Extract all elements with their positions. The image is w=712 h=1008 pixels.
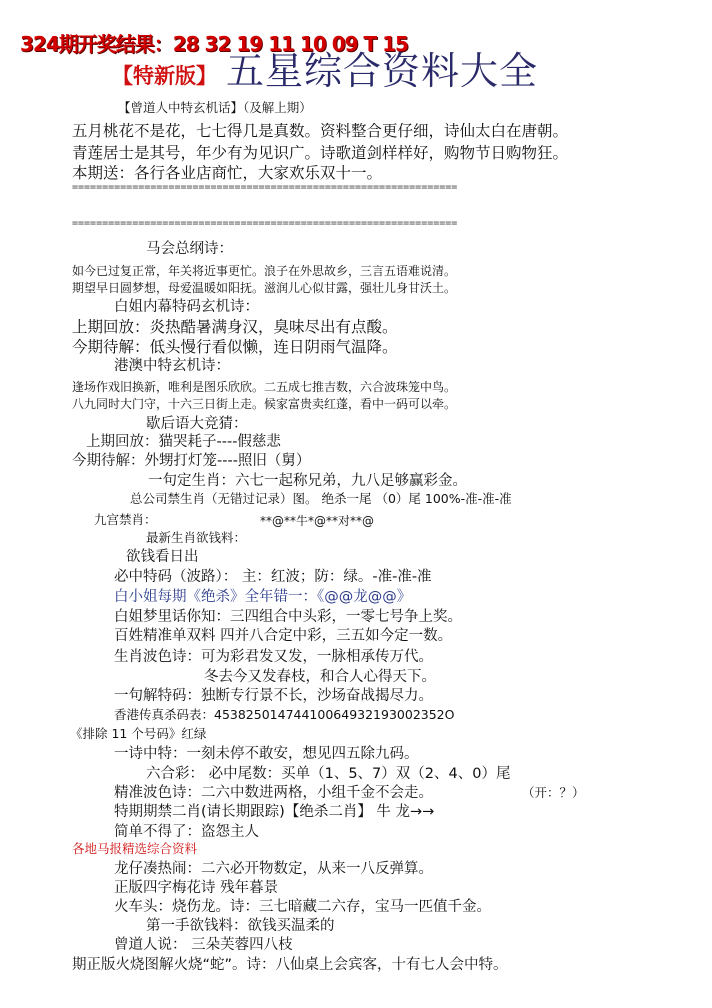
section-heading: 马会总纲诗： [146,241,233,257]
edition-tag: 【特新版】 [112,64,217,88]
text-line: **@**牛*@**对**@ [260,514,375,528]
text-line: 欲钱看日出 [126,549,199,565]
section-heading: 【曾道人中特玄机话】（及解上期） [118,100,312,115]
page-title: 五星综合资料大全 [226,49,539,93]
text-line: 特期期禁二肖(请长期跟踪)【绝杀二肖】 牛 龙→→ [114,804,435,820]
text-line: 总公司禁生肖（无错过记录）图。 绝杀一尾 （0）尾 100%-准-准-准 [130,491,512,506]
text-line: 一句定生肖：六七一起称兄弟，九八足够赢彩金。 [148,473,467,489]
text-line: 期正版火烧图解火烧“蛇”。诗：八仙桌上会宾客，十有七人会中特。 [72,957,508,973]
text-line: 曾道人说： 三朵芙蓉四八枝 [114,937,293,953]
draw-result-banner: 324期开奖结果：28 32 19 11 10 09 T 15 [20,32,408,56]
text-line: 精准波色诗：二六中数进两格，小组千金不会走。 [114,785,433,801]
text-line: 白姐梦里话你知：三四组合中头彩，一零七号争上奖。 [114,609,462,625]
text-line: 本期送：各行各业店商忙，大家欢乐双十一。 [72,164,383,182]
text-line: 今期待解：低头慢行看似懒，连日阴雨气温降。 [72,338,398,356]
section-heading: 港澳中特玄机诗： [114,358,230,374]
text-line: 必中特码（波路）： 主：红波；防：绿。-准-准-准 [114,569,432,585]
text-line: 生肖波色诗：可为彩君发又发，一脉相承传万代。 [114,649,433,665]
divider-line: ================================================================ [72,182,458,193]
text-line: 百姓精准单双料 四并八合定中彩，三五如今定一数。 [114,628,453,644]
section-heading: 最新生肖欲钱料： [146,530,247,545]
text-line: 简单不得了：盗怨主人 [114,824,259,840]
divider-line: ================================================================ [72,218,458,229]
text-line: 八九同时大门守，十六三日街上走。候家富贵卖红蓬，看中一码可以牵。 [72,397,457,411]
text-line: 青莲居士是其号，年少有为见识广。诗歌道剑样样好，购物节日购物狂。 [72,144,569,162]
section-heading: 白姐内幕特码玄机诗： [114,299,259,315]
text-line: 冬去今又发春枝，和合人心得天下。 [204,669,436,685]
text-line: 期望早日圆梦想，母爱温暖如阳抚。滋润儿心似甘露，强壮儿身甘沃土。 [72,281,457,295]
text-line: 正版四字梅花诗 残年暮景 [114,880,279,896]
text-line: 龙仔凑热闹：二六必开物数定，从来一八反弹算。 [114,861,433,877]
text-line: 白小姐每期《绝杀》全年错一：《@@龙@@》 [114,589,412,605]
section-heading: 歇后语大竞猜： [146,416,248,432]
text-line: 上期回放：炎热酷暑满身汉，臭味尽出有点酸。 [72,318,398,336]
text-line: 逢场作戏旧换新，唯利是图乐欣欣。二五成七推吉数，六合波珠笼中鸟。 [72,380,457,394]
text-line: 六合彩： 必中尾数：买单（1、5、7）双（2、4、0）尾 [146,766,511,782]
text-line: （开：？） [522,785,585,800]
text-line: 九宫禁肖： [94,512,157,527]
text-line: 今期待解：外甥打灯笼----照旧（舅） [72,453,311,469]
text-line: 五月桃花不是花，七七得几是真数。资料整合更仔细，诗仙太白在唐朝。 [72,122,569,140]
text-line: 一句解特码：独断专行景不长，沙场奋战揭尽力。 [114,688,433,704]
text-line: 如今已过复正常，年关将近事更忙。浪子在外思故乡，三言五语难说清。 [72,264,457,278]
text-line: 第一手欲钱料：欲钱买温柔的 [146,918,335,934]
text-line: 火车头：烧伤龙。诗：三七暗藏二六存，宝马一匹值千金。 [114,899,491,915]
section-heading: 各地马报精选综合资料 [72,841,198,856]
text-line: 《排除 11 个号码》红绿 [70,726,207,741]
text-line: 香港传真杀码表：45382501474410064932193002352O [114,707,455,722]
text-line: 上期回放：猫哭耗子----假慈悲 [86,434,281,450]
text-line: 一诗中特：一刻未停不敢安，想见四五除九码。 [114,746,419,762]
